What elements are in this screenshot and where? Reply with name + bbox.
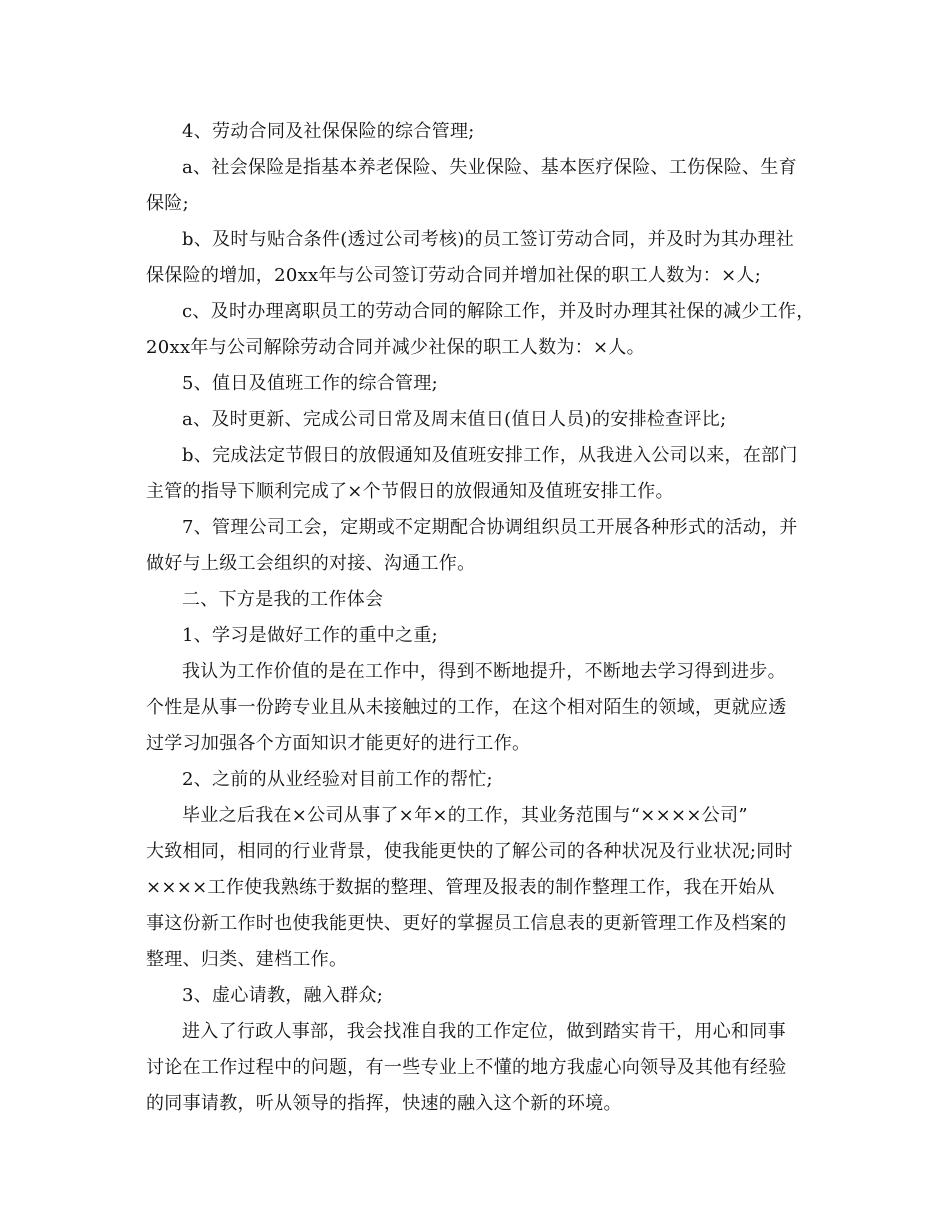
- text-line: 4、劳动合同及社保保险的综合管理;: [182, 121, 475, 142]
- text-line: 做好与上级工会组织的对接、沟通工作。: [146, 553, 476, 574]
- document-body: [146, 114, 818, 1122]
- text-line: 1、学习是做好工作的重中之重;: [182, 625, 439, 646]
- text-line: 主管的指导下顺利完成了×个节假日的放假通知及值班安排工作。: [146, 481, 674, 502]
- text-line: 进入了行政人事部，我会找准自我的工作定位，做到踏实肯干，用心和同事: [182, 1021, 786, 1042]
- text-line: 我认为工作价值的是在工作中，得到不断地提升，不断地去学习得到进步。: [182, 661, 786, 682]
- text-line: 讨论在工作过程中的问题，有一些专业上不懂的地方我虚心向领导及其他有经验: [146, 1057, 787, 1078]
- text-line: 保保险的增加，20xx年与公司签订劳动合同并增加社保的职工人数为：×人;: [146, 265, 762, 286]
- text-line: b、及时与贴合条件(透过公司考核)的员工签订劳动合同，并及时为其办理社: [182, 229, 795, 250]
- text-line: 的同事请教，听从领导的指挥，快速的融入这个新的环境。: [146, 1093, 622, 1114]
- text-line: a、社会保险是指基本养老保险、失业保险、基本医疗保险、工伤保险、生育: [182, 157, 797, 178]
- text-line: ××××工作使我熟练于数据的整理、管理及报表的制作整理工作，我在开始从: [146, 877, 775, 898]
- text-line: 过学习加强各个方面知识才能更好的进行工作。: [146, 733, 531, 754]
- text-line: 毕业之后我在×公司从事了×年×的工作，其业务范围与“××××公司”: [182, 805, 748, 826]
- text-line: 整理、归类、建档工作。: [146, 949, 348, 970]
- text-line: 3、虚心请教，融入群众;: [182, 985, 384, 1006]
- section-heading: 二、下方是我的工作体会: [182, 589, 384, 610]
- text-line: 事这份新工作时也使我能更快、更好的掌握员工信息表的更新管理工作及档案的: [146, 913, 787, 934]
- text-line: 7、管理公司工会，定期或不定期配合协调组织员工开展各种形式的活动，并: [182, 517, 798, 538]
- text-line: 个性是从事一份跨专业且从未接触过的工作，在这个相对陌生的领域，更就应透: [146, 697, 787, 718]
- text-line: 2、之前的从业经验对目前工作的帮忙;: [182, 769, 493, 790]
- text-line: 保险;: [146, 193, 189, 214]
- text-line: 20xx年与公司解除劳动合同并减少社保的职工人数为：×人。: [146, 337, 645, 358]
- text-line: a、及时更新、完成公司日常及周末值日(值日人员)的安排检查评比;: [182, 409, 727, 430]
- text-line: 5、值日及值班工作的综合管理;: [182, 373, 439, 394]
- text-line: 大致相同，相同的行业背景，使我能更快的了解公司的各种状况及行业状况;同时: [146, 841, 793, 862]
- text-line: c、及时办理离职员工的劳动合同的解除工作，并及时办理其社保的减少工作，: [182, 301, 815, 322]
- text-line: b、完成法定节假日的放假通知及值班安排工作，从我进入公司以来，在部门: [182, 445, 798, 466]
